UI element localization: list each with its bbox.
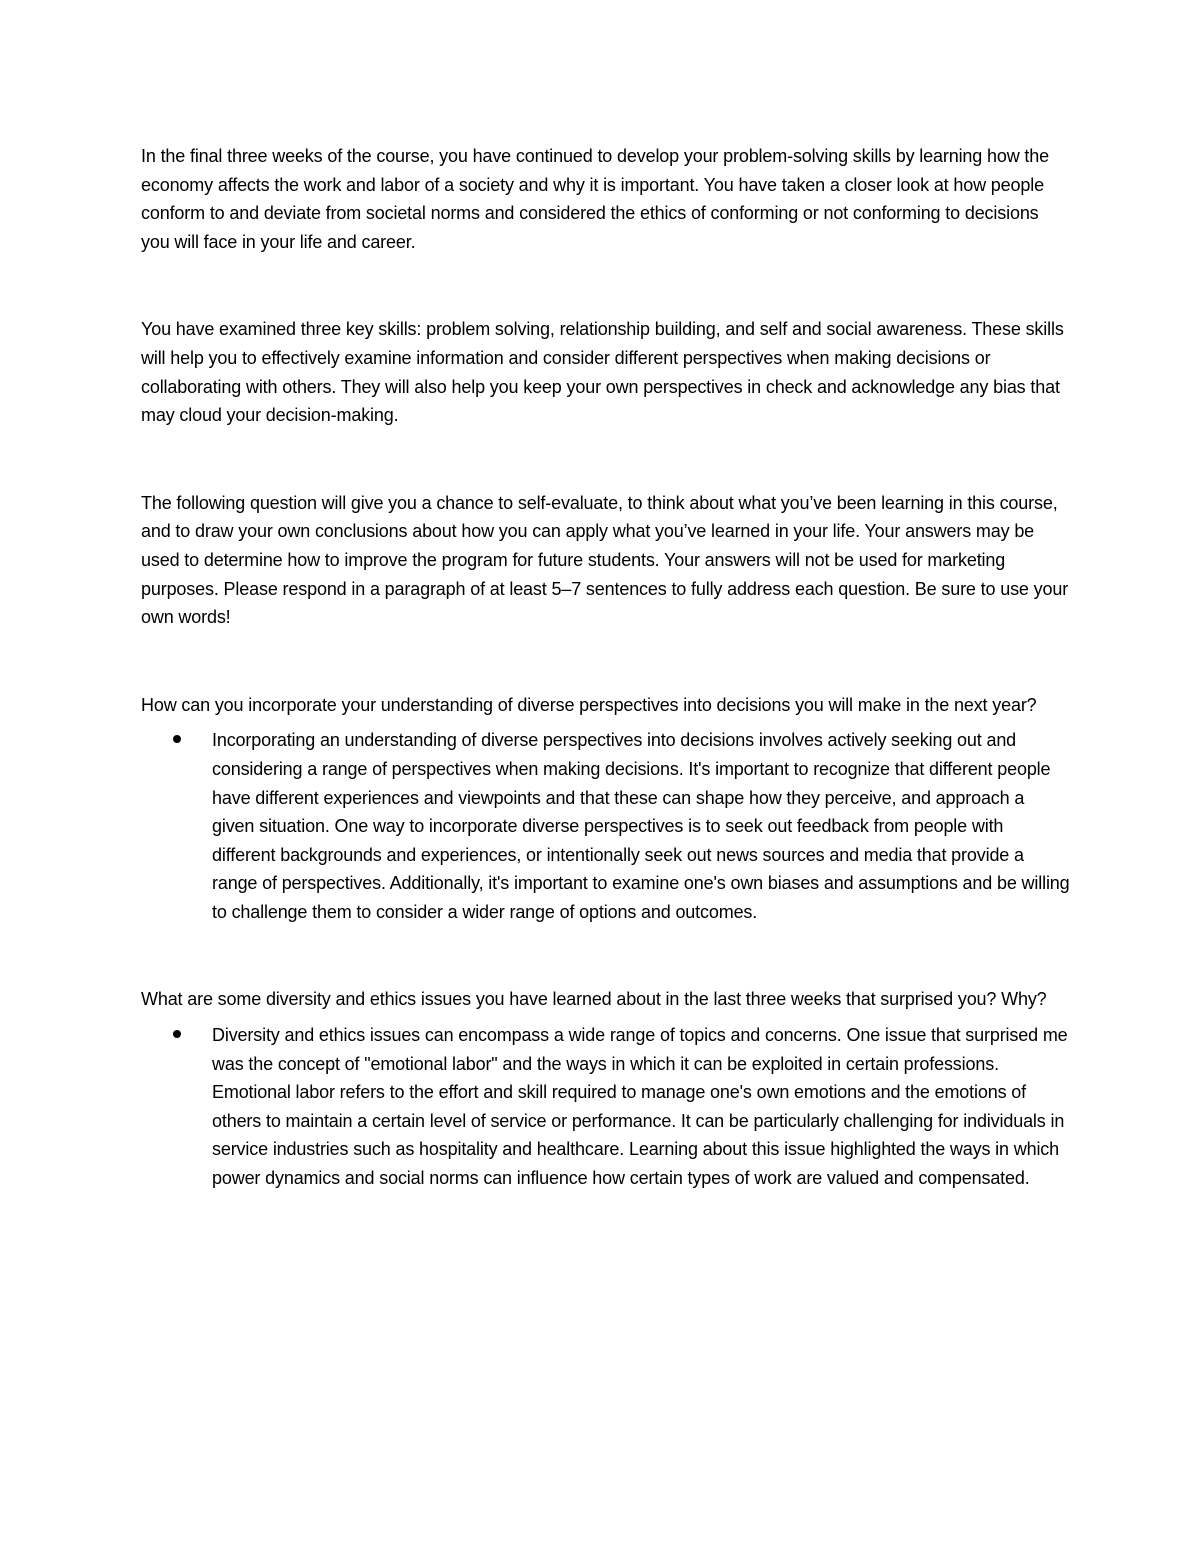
skills-paragraph: You have examined three key skills: problem solving, relationship building, and self and social awareness. These skills will help you to effectively examine information and consider different perspectives when making decisions or collaborating with others. They will also help you keep your own perspectives in check and acknowledge any bias that may cloud your decision-making. (141, 319, 1064, 426)
spacer (141, 256, 1071, 315)
intro-paragraph: In the final three weeks of the course, you have continued to develop your problem-solving skills by learning how the economy affects the work and labor of a society and why it is important. You have taken a closer look at how people conform to and deviate from societal norms and considered the ethics of conforming or not conforming to decisions you will face in your life and career. (141, 146, 1049, 252)
document-body (141, 142, 1071, 1193)
question-1: How can you incorporate your understanding of diverse perspectives into decisions you will make in the next year? (141, 694, 1037, 715)
spacer (141, 1014, 1071, 1021)
spacer (141, 926, 1071, 985)
list-item (141, 726, 1071, 926)
spacer (141, 430, 1071, 489)
question-2: What are some diversity and ethics issues you have learned about in the last three weeks that surprised you? Why? (141, 989, 1047, 1010)
list-item (141, 1021, 1071, 1193)
spacer (141, 632, 1071, 691)
answer-1: Incorporating an understanding of diverse perspectives into decisions involves actively seeking out and considering a range of perspectives when making decisions. It's important to recognize that different people have different experiences and viewpoints and that these can shape how they perceive, and approach a given situation. One way to incorporate diverse perspectives is to seek out feedback from people with different backgrounds and experiences, or intentionally seek out news sources and media that provide a range of perspectives. Additionally, it's important to examine one's own biases and assumptions and be willing to challenge them to consider a wider range of options and outcomes. (212, 730, 1070, 922)
answer-1-list (141, 726, 1071, 926)
bullet-icon (173, 735, 181, 743)
answer-2-list (141, 1021, 1071, 1193)
spacer (141, 719, 1071, 726)
bullet-icon (173, 1030, 181, 1038)
instructions-paragraph: The following question will give you a chance to self-evaluate, to think about what you’ve been learning in this course, and to draw your own conclusions about how you can apply what you’ve learned in your life. Your answers may be used to determine how to improve the program for future students. Your answers will not be used for marketing purposes. Please respond in a paragraph of at least 5–7 sentences to fully address each question. Be sure to use your own words! (141, 492, 1069, 628)
answer-2: Diversity and ethics issues can encompass a wide range of topics and concerns. One issue that surprised me was the concept of "emotional labor" and the ways in which it can be exploited in certain professions. Emotional labor refers to the effort and skill required to manage one's own emotions and the emotions of others to maintain a certain level of service or performance. It can be particularly challenging for individuals in service industries such as hospitality and healthcare. Learning about this issue highlighted the ways in which power dynamics and social norms can influence how certain types of work are valued and compensated. (212, 1025, 1068, 1189)
